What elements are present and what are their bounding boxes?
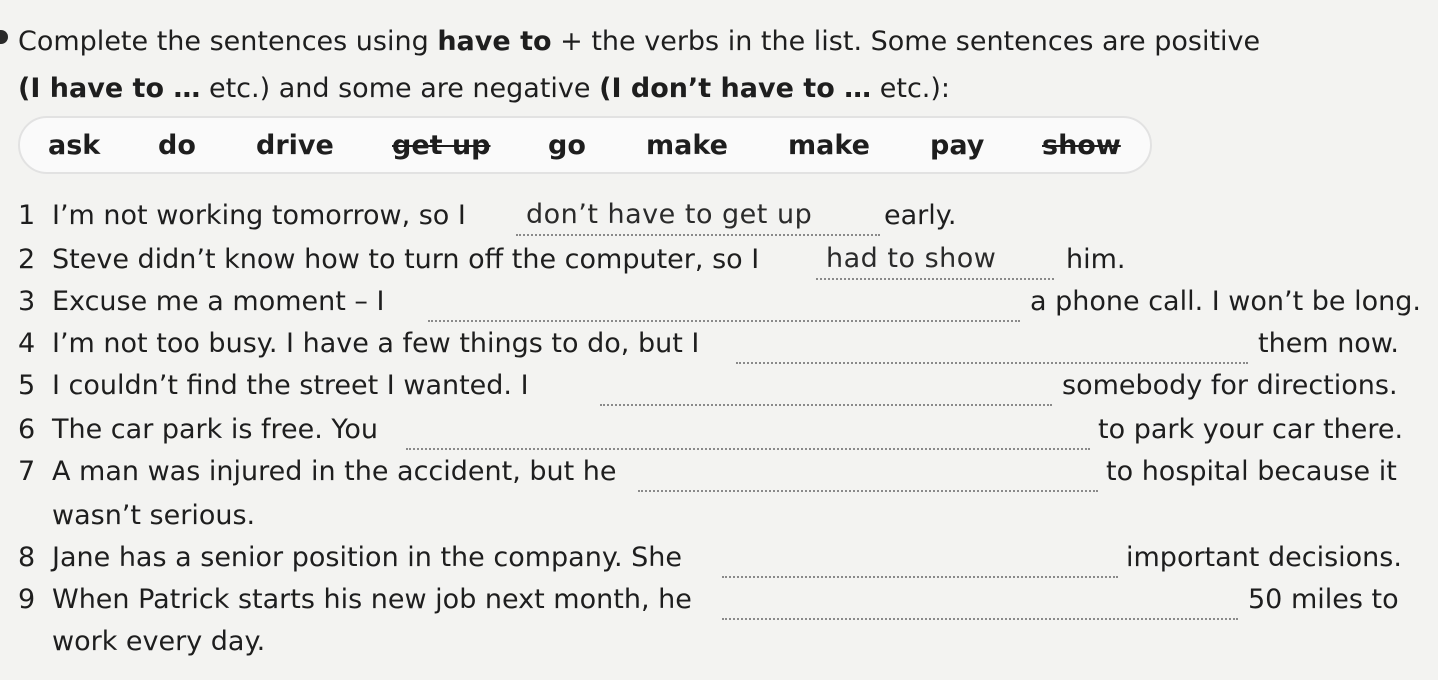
sentence-text: I couldn’t find the street I wanted. I [52,370,529,401]
answer-blank-4[interactable] [736,324,1248,364]
verb-drive: drive [256,130,334,161]
sentence-text: A man was injured in the accident, but he [52,456,617,487]
sentence-1-ending: early. [884,200,957,231]
answer-blank-8[interactable] [722,538,1118,578]
verb-make-2: make [788,130,870,161]
sentence-text: I’m not too busy. I have a few things to do, but I [52,328,700,359]
verb-do: do [158,130,196,161]
sentence-number: 8 [18,542,36,573]
answer-blank-7[interactable] [638,452,1098,492]
instructions-text-4: etc.): [871,73,951,104]
sentence-9-ending: 50 miles to [1248,584,1399,615]
exercise-bullet [0,30,8,44]
answer-blank-3[interactable] [428,282,1020,322]
sentence-number: 7 [18,456,36,487]
sentence-7 [18,452,617,492]
sentence-text: Steve didn’t know how to turn off the computer, so I [52,244,760,275]
verb-ask: ask [48,130,101,161]
verb-get-up: get up [392,130,491,161]
instructions-bold-2: (I have to … [18,73,201,104]
instructions-text-1: Complete the sentences using [18,26,438,57]
sentence-number: 1 [18,200,36,231]
sentence-number: 5 [18,370,36,401]
sentence-6-ending: to park your car there. [1098,414,1404,445]
answer-blank-6[interactable] [406,410,1090,450]
verb-pay: pay [930,130,985,161]
sentence-5 [18,366,529,406]
exercise-instructions [18,18,1418,112]
answer-blank-5[interactable] [600,366,1052,406]
sentence-9 [18,580,692,620]
handwritten-answer-2: had to show [826,243,997,274]
instructions-text-2: + the verbs in the list. Some sentences are positive [551,26,1261,57]
sentence-3 [18,282,384,322]
handwritten-answer-1: don’t have to get up [526,199,813,230]
sentence-text: When Patrick starts his new job next month, he [52,584,692,615]
sentence-6 [18,410,378,450]
verb-go: go [548,130,586,161]
instructions-text-3: etc.) and some are negative [200,73,600,104]
sentence-1 [18,196,466,236]
sentence-text: Jane has a senior position in the company. She [52,542,682,573]
sentence-number: 6 [18,414,36,445]
sentence-4-ending: them now. [1258,328,1400,359]
instructions-bold-1: have to [437,26,552,57]
sentence-2 [18,240,759,280]
sentence-8-ending: important decisions. [1126,542,1402,573]
sentence-3-ending: a phone call. I won’t be long. [1030,286,1421,317]
sentence-number: 2 [18,244,36,275]
answer-blank-1[interactable] [516,196,880,236]
answer-blank-9[interactable] [722,580,1238,620]
sentence-4 [18,324,699,364]
sentence-text: I’m not working tomorrow, so I [52,200,466,231]
sentence-8 [18,538,682,578]
verb-show: show [1042,130,1121,161]
sentence-7-continuation: wasn’t serious. [52,500,256,531]
sentence-text: The car park is free. You [52,414,378,445]
sentence-9-continuation: work every day. [52,626,266,657]
sentence-number: 3 [18,286,36,317]
instructions-bold-3: (I don’t have to … [599,73,872,104]
verb-list-box [18,116,1152,174]
sentence-2-ending: him. [1066,244,1126,275]
sentence-number: 9 [18,584,36,615]
sentence-number: 4 [18,328,36,359]
verb-make-1: make [646,130,728,161]
answer-blank-2[interactable] [816,240,1054,280]
sentence-7-ending: to hospital because it [1106,456,1397,487]
sentence-5-ending: somebody for directions. [1062,370,1398,401]
sentence-text: Excuse me a moment – I [52,286,385,317]
